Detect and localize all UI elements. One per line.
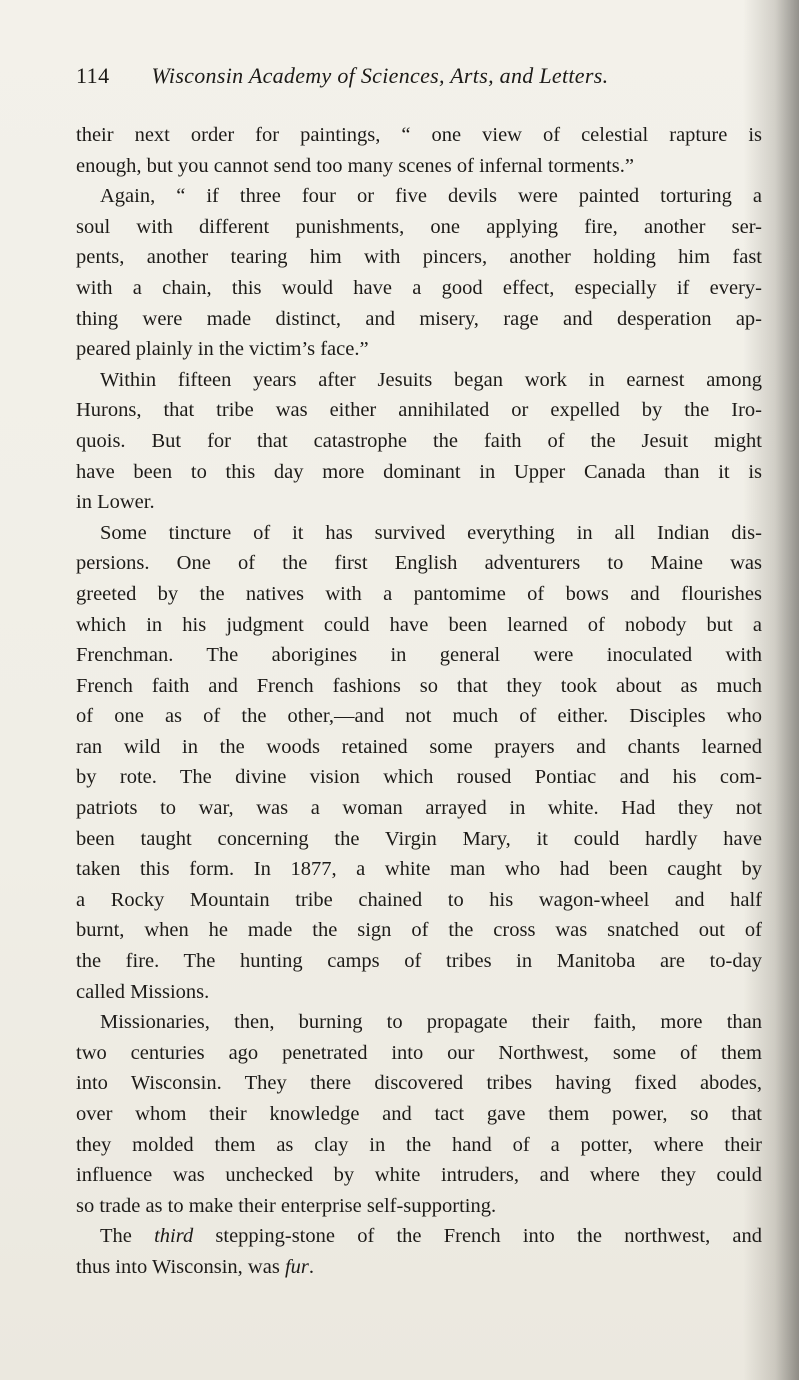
text-line: into Wisconsin. They there discovered tribes having fixed abodes, bbox=[76, 1072, 762, 1095]
text-line: persions. One of the first English adventurers to Maine was bbox=[76, 552, 762, 575]
text-line: Hurons, that tribe was either annihilated or expelled by the Iro- bbox=[76, 399, 762, 422]
text-line: French faith and French fashions so that they took about as much bbox=[76, 674, 762, 697]
text-line: Within fifteen years after Jesuits began work in earnest among bbox=[100, 368, 762, 391]
text-line: enough, but you cannot send too many scenes of infernal torments.” bbox=[76, 154, 634, 177]
text-line bbox=[76, 1221, 762, 1252]
page-number: 114 bbox=[76, 63, 110, 88]
text-line: Some tincture of it has survived everything in all Indian dis- bbox=[100, 521, 762, 544]
text-line: quois. But for that catastrophe the faith of the Jesuit might bbox=[76, 429, 762, 452]
text-line: two centuries ago penetrated into our Northwest, some of them bbox=[76, 1041, 762, 1064]
text-line: thing were made distinct, and misery, rage and desperation ap- bbox=[76, 307, 762, 330]
text-line: so trade as to make their enterprise self-supporting. bbox=[76, 1194, 497, 1217]
text-line: greeted by the natives with a pantomime of bows and flourishes bbox=[76, 582, 762, 605]
running-title: Wisconsin Academy of Sciences, Arts, and Letters. bbox=[151, 63, 609, 88]
text-segment: stepping-stone of the French into the northwest, and bbox=[193, 1225, 763, 1248]
text-line: have been to this day more dominant in Upper Canada than it is bbox=[76, 460, 762, 483]
text-line: in Lower. bbox=[76, 491, 155, 514]
page-header bbox=[76, 58, 716, 94]
text-line: patriots to war, was a woman arrayed in white. Had they not bbox=[76, 797, 762, 820]
text-line: a Rocky Mountain tribe chained to his wagon-wheel and half bbox=[76, 888, 762, 911]
text-line: Frenchman. The aborigines in general were inoculated with bbox=[76, 644, 762, 667]
text-line: they molded them as clay in the hand of a potter, where their bbox=[76, 1133, 762, 1156]
text-segment: thus into Wisconsin, was bbox=[76, 1255, 285, 1278]
text-line: ran wild in the woods retained some prayers and chants learned bbox=[76, 735, 762, 758]
text-line bbox=[76, 1252, 762, 1283]
text-line: which in his judgment could have been learned of nobody but a bbox=[76, 613, 762, 636]
text-line: soul with different punishments, one applying fire, another ser- bbox=[76, 215, 762, 238]
text-line: by rote. The divine vision which roused Pontiac and his com- bbox=[76, 766, 762, 789]
text-line: pents, another tearing him with pincers, another holding him fast bbox=[76, 246, 762, 269]
text-line: with a chain, this would have a good effect, especially if every- bbox=[76, 276, 762, 299]
text-line: the fire. The hunting camps of tribes in Manitoba are to-day bbox=[76, 950, 762, 973]
text-line: Missionaries, then, burning to propagate their faith, more than bbox=[100, 1011, 762, 1034]
text-line: taken this form. In 1877, a white man who had been caught by bbox=[76, 858, 762, 881]
text-line: of one as of the other,—and not much of either. Disciples who bbox=[76, 705, 762, 728]
italic-word: third bbox=[154, 1225, 194, 1248]
text-line: called Missions. bbox=[76, 980, 210, 1003]
text-line: their next order for paintings, “ one view of celestial rapture is bbox=[76, 124, 762, 146]
text-line: burnt, when he made the sign of the cross was snatched out of bbox=[76, 919, 762, 942]
text-line: over whom their knowledge and tact gave them power, so that bbox=[76, 1103, 762, 1125]
text-line: been taught concerning the Virgin Mary, it could hardly have bbox=[76, 827, 762, 850]
text-segment: . bbox=[308, 1255, 314, 1278]
text-line: Again, “ if three four or five devils were painted torturing a bbox=[100, 185, 762, 208]
body-text bbox=[76, 120, 762, 1283]
text-line: influence was unchecked by white intruders, and where they could bbox=[76, 1164, 762, 1187]
text-segment: The bbox=[100, 1225, 155, 1248]
italic-word: fur bbox=[284, 1255, 309, 1278]
text-line: peared plainly in the victim’s face.” bbox=[76, 338, 369, 361]
